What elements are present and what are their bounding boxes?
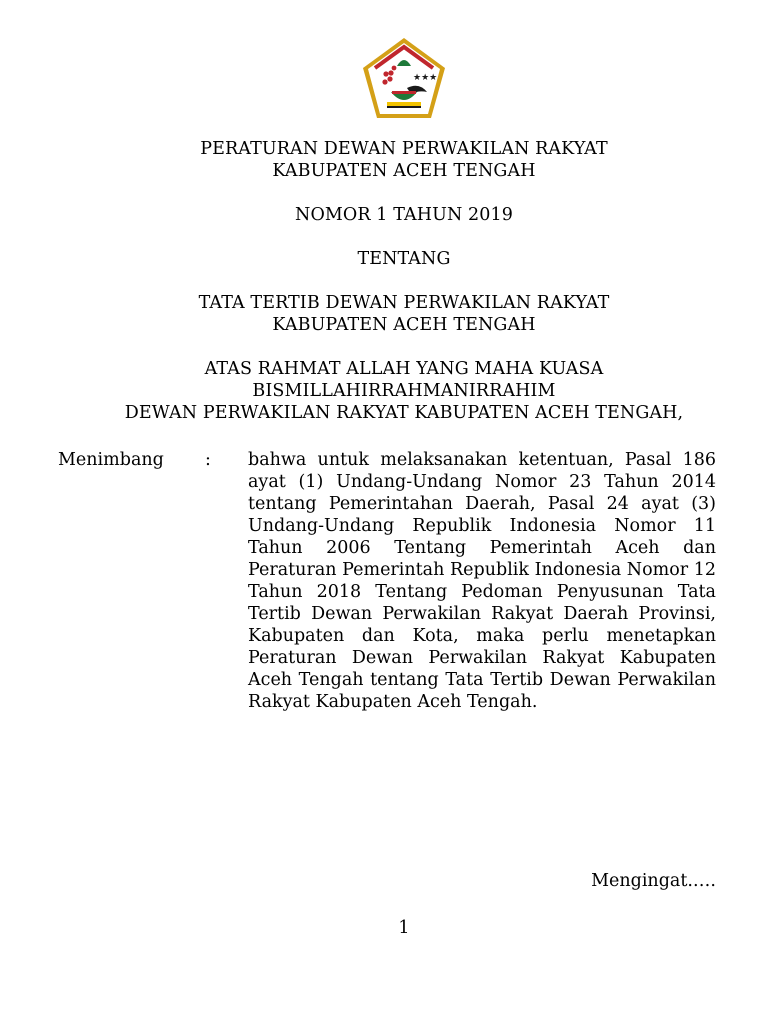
- about-heading: [0, 248, 768, 270]
- opening-line-1: ATAS RAHMAT ALLAH YANG MAHA KUASA: [204, 359, 604, 379]
- opening-line-3: DEWAN PERWAKILAN RAKYAT KABUPATEN ACEH TENGAH,: [124, 403, 684, 423]
- considering-separator: :: [205, 450, 211, 470]
- emblem-bowl-rim: [392, 91, 416, 94]
- considering-label: Menimbang: [58, 450, 164, 470]
- emblem-berry: [382, 79, 387, 84]
- emblem-ribbon: [387, 102, 421, 106]
- title-line-2: KABUPATEN ACEH TENGAH: [272, 161, 536, 181]
- emblem-ribbon-shadow: [387, 106, 421, 108]
- opening-invocation: [0, 358, 768, 424]
- emblem-berry: [383, 71, 388, 76]
- next-page-hint: Mengingat.….: [591, 871, 716, 891]
- regulation-title: [0, 138, 768, 182]
- page-number: 1: [398, 918, 410, 938]
- subject-line-1: TATA TERTIB DEWAN PERWAKILAN RAKYAT: [198, 293, 610, 313]
- title-line-1: PERATURAN DEWAN PERWAKILAN RAKYAT: [200, 139, 608, 159]
- about-line: TENTANG: [357, 249, 451, 269]
- emblem-berry: [392, 66, 397, 71]
- regulation-number: [0, 204, 768, 226]
- number-line: NOMOR 1 TAHUN 2019: [295, 205, 513, 225]
- regency-emblem-logo: [361, 36, 447, 122]
- regulation-subject: [0, 292, 768, 336]
- emblem-berry: [388, 70, 393, 75]
- emblem-stars: ★★★: [413, 73, 438, 83]
- emblem-berry: [387, 76, 392, 81]
- considering-text: bahwa untuk melaksanakan ketentuan, Pasal 186 ayat (1) Undang-Undang Nomor 23 Tahun 2014 tentang Pemerintahan Daerah, Pasal 24 ayat (3) Undang-Undang Republik Indonesia Nomor 11 Tahun 2006 Tentang Pemerintah Aceh dan Peraturan Pemerintah Republik Indonesia Nomor 12 Tahun 2018 Tentang Pedoman Penyusunan Tata Tertib Dewan Perwakilan Rakyat Daerah Provinsi, Kabupaten dan Kota, maka perlu menetapkan Peraturan Dewan Perwakilan Rakyat Kabupaten Aceh Tengah tentang Tata Tertib Dewan Perwakilan Rakyat Kabupaten Aceh Tengah.: [248, 450, 716, 712]
- subject-line-2: KABUPATEN ACEH TENGAH: [272, 315, 536, 335]
- opening-line-2: BISMILLAHIRRAHMANIRRAHIM: [252, 381, 556, 401]
